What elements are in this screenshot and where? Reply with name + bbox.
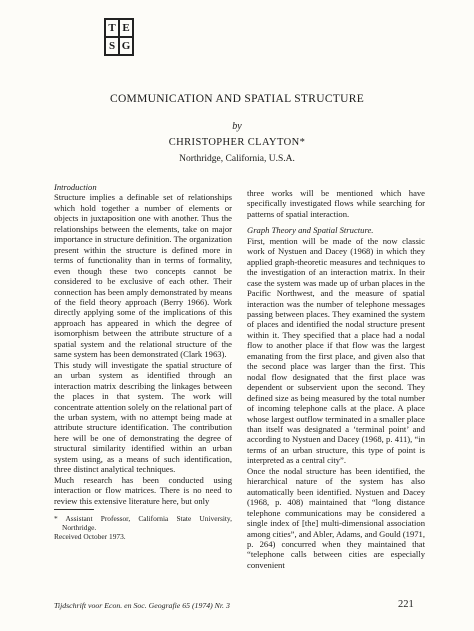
article-title: COMMUNICATION AND SPATIAL STRUCTURE bbox=[109, 93, 365, 105]
paragraph: Structure implies a definable set of relationships which hold together a number of elements or objects in juxtaposition one with another. Thus the relationships between the elements, take on major importance in structure definition. The organization present within the structure is defined more in terms of functionality than in terms of formality, even though these two concepts cannot be considered to be exclusive of each other. Their connection has been amply demonstrated by means of the field theory approach (Berry 1966). Work directly applying some of the implications of this approach has appeared in which the degree of isomorphism between the attribute structure of a spatial system and the relational structure of the same system has been demonstrated (Clark 1963). bbox=[54, 192, 232, 360]
section-heading-graph-theory: Graph Theory and Spatial Structure. bbox=[247, 225, 374, 236]
author-affiliation: Northridge, California, U.S.A. bbox=[179, 154, 295, 164]
logo-letter: G bbox=[119, 37, 133, 55]
page-footer bbox=[54, 601, 425, 610]
left-column bbox=[54, 182, 232, 543]
received-date: Received October 1973. bbox=[54, 532, 126, 542]
paragraph: Much research has been conducted using interaction or flow matrices. There is no need to review this extensive literature here, but only bbox=[54, 474, 232, 506]
logo-letter: S bbox=[105, 37, 119, 55]
paragraph: First, mention will be made of the now classic work of Nystuen and Dacey (1968) in which they applied graph-theoretic measures and techniques to the investigation of an interaction matrix. In their case the system was made up of urban places in the Pacific Northwest, and the measure of spatial interaction was the number of telephone messages passing between places. They examined the system of places and identified the nodal structure present within it. They specified that a place had a nodal flow to another place if that flow was the largest emanating from the first place, and given also that the second place was larger than the first. This nodal flow designated that the first place was dependent or subservient upon the second. They defined size as being measured by the total number of incoming telephone calls at the place. A place whose largest outflow terminated in a smaller place than itself was designated a ‘terminal point’ and according to Nystuen and Dacey (1968, p. 411), “in terms of an urban structure, this type of point is interpreted as a central city”. bbox=[247, 235, 425, 466]
right-column bbox=[247, 188, 425, 570]
paragraph: three works will be mentioned which have specifically investigated flows while searching for patterns of spatial interaction. bbox=[247, 188, 425, 219]
footnote-rule bbox=[54, 509, 94, 510]
author-name: CHRISTOPHER CLAYTON* bbox=[168, 137, 306, 148]
logo-letter: E bbox=[119, 19, 133, 37]
logo-letter: T bbox=[105, 19, 119, 37]
paragraph: Once the nodal structure has been identified, the hierarchical nature of the system has also automatically been identified. Nystuen and Dacey (1968, p. 408) maintained that “long distance telephone communications may be considered a single index of [the] multi-dimensional association among cities”, and Abler, Adams, and Gould (1971, p. 264) concurred when they maintained that “telephone calls between cities are especially convenient bbox=[247, 465, 425, 570]
page-number: 221 bbox=[398, 599, 414, 610]
footnote: * Assistant Professor, California State University, Northridge. bbox=[54, 514, 232, 533]
section-heading-introduction: Introduction bbox=[54, 182, 97, 192]
paragraph: This study will investigate the spatial structure of an urban system as identified through an interaction matrix describing the linkages between the places in that system. The work will concentrate attention solely on the relational part of the urban system, with no attempt being made at attribute structure identification. The contribution here will be one of demonstrating the degree of structural similarity identified within an urban system using, as a means of such identification, three distinct analytical techniques. bbox=[54, 359, 232, 475]
journal-citation: Tijdschrift voor Econ. en Soc. Geografie 65 (1974) Nr. 3 bbox=[54, 601, 230, 610]
byline-by: by bbox=[232, 121, 242, 132]
journal-logo bbox=[104, 18, 134, 56]
